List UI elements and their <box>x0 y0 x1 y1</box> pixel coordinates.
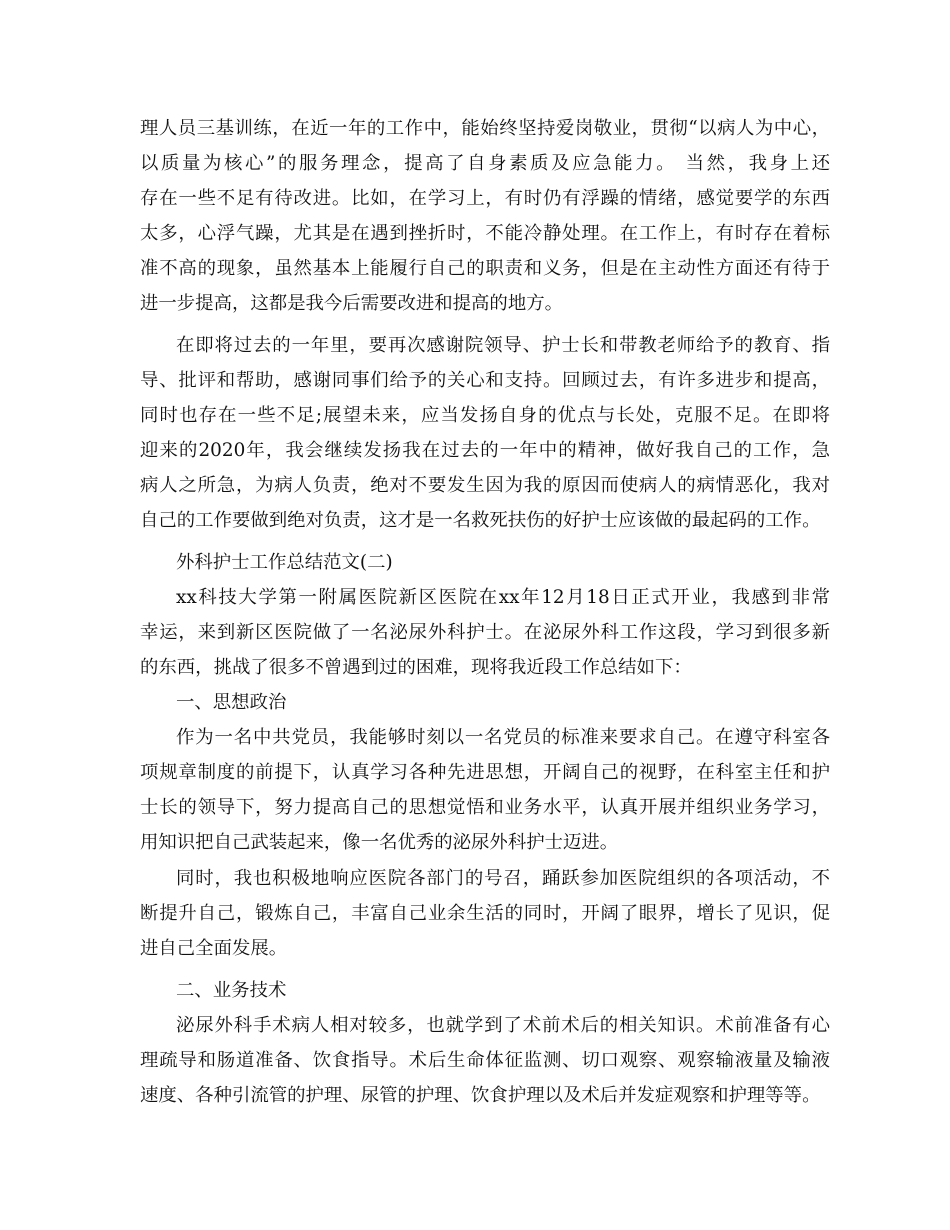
text-line: 太多，心浮气躁，尤其是在遇到挫折时，不能冷静处理。在工作上，有时存在着标 <box>140 223 830 244</box>
text-line: 一、思想政治 <box>176 692 287 713</box>
text-line: 理疏导和肠道准备、饮食指导。术后生命体征监测、切口观察、观察输液量及输液 <box>140 1050 830 1071</box>
text-line: 外科护士工作总结范文(二) <box>176 552 393 573</box>
text-line: 迎来的2020年，我会继续发扬我在过去的一年中的精神，做好我自己的工作，急 <box>140 440 830 461</box>
text-line: 同时，我也积极地响应医院各部门的号召，踊跃参加医院组织的各项活动，不 <box>176 868 830 889</box>
text-line: 的东西，挑战了很多不曾遇到过的困难，现将我近段工作总结如下： <box>140 657 692 678</box>
text-line: 导、批评和帮助，感谢同事们给予的关心和支持。回顾过去，有许多进步和提高， <box>140 370 830 391</box>
text-line: 幸运，来到新区医院做了一名泌尿外科护士。在泌尿外科工作这段，学习到很多新 <box>140 622 830 643</box>
text-line: 准不高的现象，虽然基本上能履行自己的职责和义务，但是在主动性方面还有待于 <box>140 258 830 279</box>
text-line: 同时也存在一些不足;展望未来，应当发扬自身的优点与长处，克服不足。在即将 <box>140 405 830 426</box>
text-line: 二、业务技术 <box>176 980 287 1001</box>
text-line: 病人之所急，为病人负责，绝对不要发生因为我的原因而使病人的病情恶化，我对 <box>140 475 830 496</box>
text-line: 速度、各种引流管的护理、尿管的护理、饮食护理以及术后并发症观察和护理等等。 <box>140 1085 821 1106</box>
text-line: 存在一些不足有待改进。比如，在学习上，有时仍有浮躁的情绪，感觉要学的东西 <box>140 188 830 209</box>
text-line: 项规章制度的前提下，认真学习各种先进思想，开阔自己的视野，在科室主任和护 <box>140 762 830 783</box>
text-line: xx科技大学第一附属医院新区医院在xx年12月18日正式开业，我感到非常 <box>176 587 830 608</box>
text-line: 自己的工作要做到绝对负责，这才是一名救死扶伤的好护士应该做的最起码的工作。 <box>140 510 821 531</box>
text-line: 泌尿外科手术病人相对较多，也就学到了术前术后的相关知识。术前准备有心 <box>176 1015 830 1036</box>
text-line: 以质量为核心”的服务理念，提高了自身素质及应急能力。 当然，我身上还 <box>140 153 830 174</box>
text-line: 进一步提高，这都是我今后需要改进和提高的地方。 <box>140 293 563 314</box>
text-line: 进自己全面发展。 <box>140 938 288 959</box>
text-line: 断提升自己，锻炼自己，丰富自己业余生活的同时，开阔了眼界，增长了见识，促 <box>140 903 830 924</box>
text-line: 士长的领导下，努力提高自己的思想觉悟和业务水平，认真开展并组织业务学习， <box>140 797 830 818</box>
text-line: 作为一名中共党员，我能够时刻以一名党员的标准来要求自己。在遵守科室各 <box>176 727 830 748</box>
text-line: 理人员三基训练，在近一年的工作中，能始终坚持爱岗敬业，贯彻“以病人为中心， <box>140 118 830 139</box>
text-line: 用知识把自己武装起来，像一名优秀的泌尿外科护士迈进。 <box>140 832 619 853</box>
text-line: 在即将过去的一年里，要再次感谢院领导、护士长和带教老师给予的教育、指 <box>176 335 830 356</box>
